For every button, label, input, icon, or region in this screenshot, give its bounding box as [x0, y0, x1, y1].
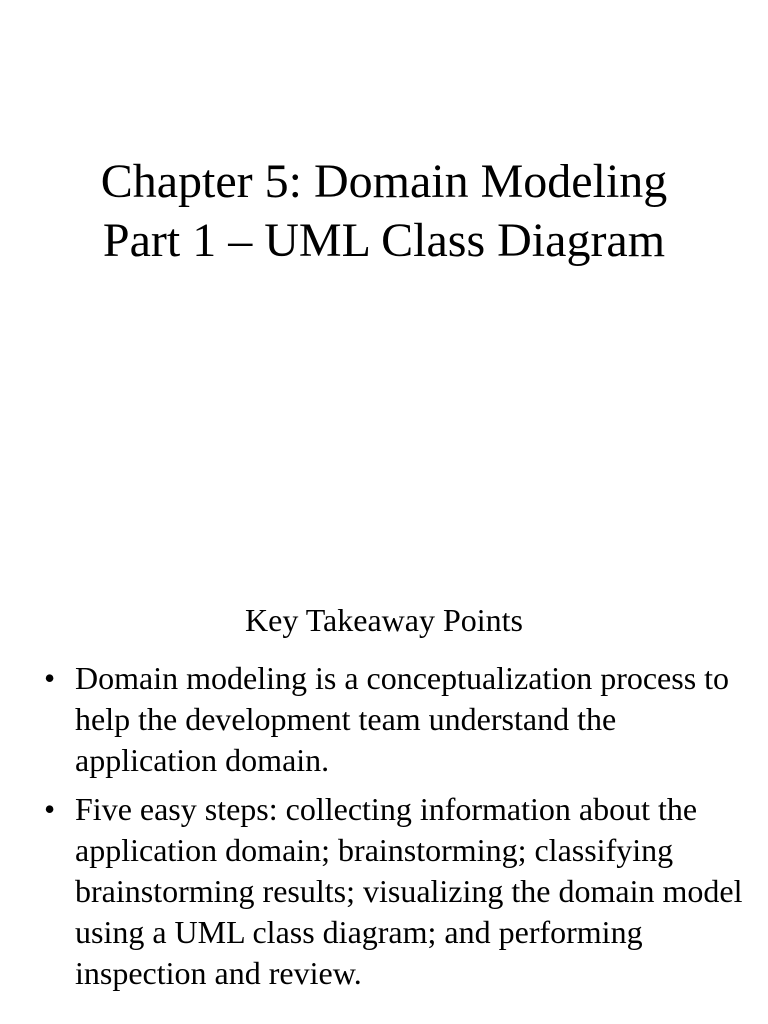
section-heading: Key Takeaway Points — [245, 602, 523, 638]
takeaway-list — [44, 658, 744, 994]
title-line-1: Chapter 5: Domain Modeling — [100, 155, 668, 208]
slide-title — [0, 152, 768, 270]
bullet-text: Five easy steps: collecting information about the application domain; brainstorming; classifying brainstorming results; visualizing the domain model using a UML class diagram; and performing inspection and review. — [75, 791, 743, 991]
bullet-icon: • — [44, 660, 56, 696]
bullet-text: Domain modeling is a conceptualization process to help the development team understand the application domain. — [75, 660, 730, 778]
title-line-2: Part 1 – UML Class Diagram — [102, 214, 666, 267]
list-item — [44, 658, 744, 781]
bullet-icon: • — [44, 791, 56, 827]
list-item — [44, 789, 744, 994]
